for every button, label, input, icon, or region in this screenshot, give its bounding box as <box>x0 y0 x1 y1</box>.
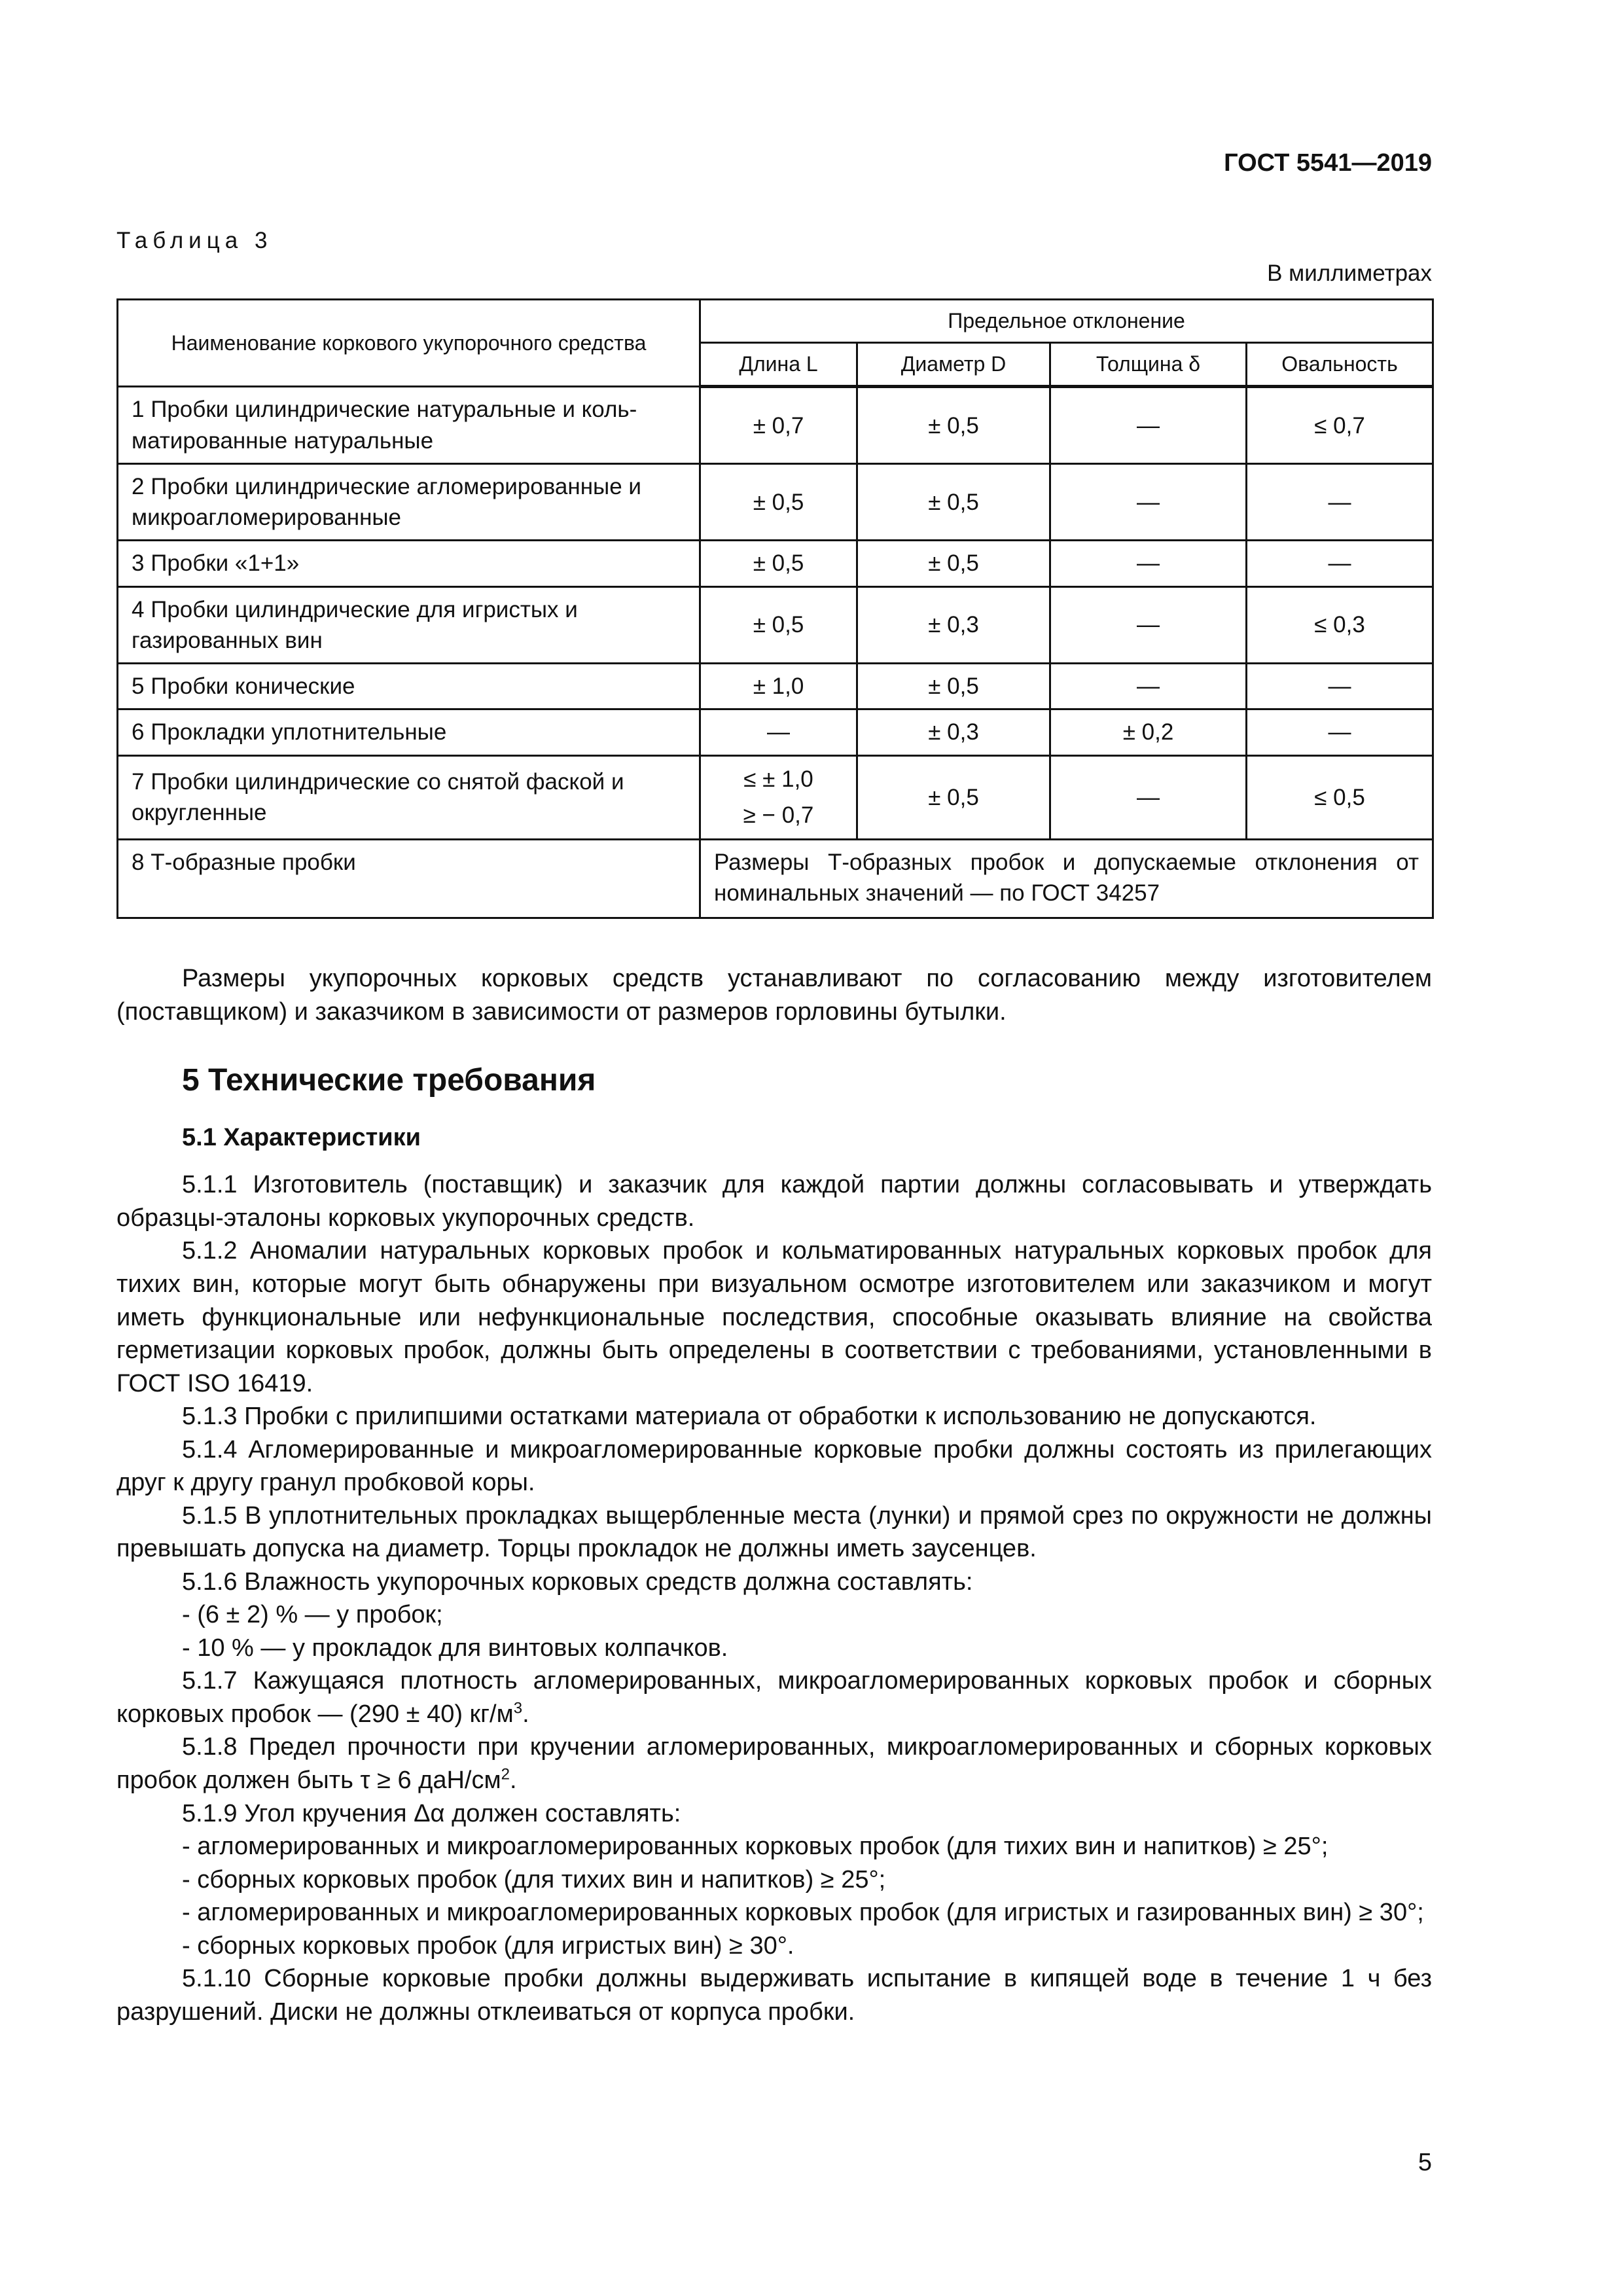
table-row <box>118 541 1433 586</box>
paragraph: 5.1.10 Сборные корковые пробки должны выдерживать испытание в кипящей воде в течение 1 ч без разрушений. Диски не должны отклеиваться от корпуса пробки. <box>116 1965 1432 2026</box>
cell-length: ± 0,5 <box>700 541 857 586</box>
cell-ovality: — <box>1247 709 1433 755</box>
cell-length: ± 0,5 <box>700 463 857 541</box>
paragraph <box>116 1731 1432 1797</box>
row-name: 3 Пробки «1+1» <box>118 541 700 586</box>
row-name: 6 Прокладки уплотнительные <box>118 709 700 755</box>
tolerance-table-container <box>116 298 1432 919</box>
cell-diameter: ± 0,5 <box>857 387 1050 464</box>
standard-code: ГОСТ 5541—2019 <box>1224 149 1432 177</box>
cell-diameter: ± 0,5 <box>857 755 1050 839</box>
table-row <box>118 586 1433 664</box>
paragraph: 5.1.3 Пробки с прилипшими остатками материала от обработки к использованию не допускаются. <box>182 1403 1317 1431</box>
column-header-name: Наименование коркового укупорочного средства <box>118 300 700 387</box>
cell-length: ± 0,7 <box>700 387 857 464</box>
list-item: - сборных корковых пробок (для игристых вин) ≥ 30°. <box>182 1931 794 1960</box>
cell-length-upper: ≤ ± 1,0 <box>743 766 813 792</box>
cell-diameter: ± 0,5 <box>857 541 1050 586</box>
paragraph: 5.1.4 Агломерированные и микроагломерированные корковые пробки должны состоять из прилегающих друг к другу гранул пробковой коры. <box>116 1435 1432 1497</box>
paragraph-end: . <box>522 1700 529 1728</box>
table-row <box>118 463 1433 541</box>
cell-thickness: — <box>1050 755 1247 839</box>
document-body <box>116 962 1432 2028</box>
cell-note: Размеры Т-образных пробок и допускаемые отклонения от номинальных значений — по ГОСТ 34257 <box>700 839 1433 918</box>
paragraph: 5.1.9 Угол кручения Δα должен составлять: <box>182 1799 681 1827</box>
cell-diameter: ± 0,3 <box>857 586 1050 664</box>
list-item: - сборных корковых пробок (для тихих вин и напитков) ≥ 25°; <box>182 1865 886 1893</box>
cell-thickness: — <box>1050 463 1247 541</box>
row-name: 5 Пробки конические <box>118 664 700 709</box>
paragraph: 5.1.6 Влажность укупорочных корковых средств должна составлять: <box>182 1568 973 1596</box>
table-caption: Таблица 3 <box>116 228 273 253</box>
cell-ovality: — <box>1247 664 1433 709</box>
table-row <box>118 387 1433 464</box>
cell-thickness: — <box>1050 387 1247 464</box>
column-header-diameter: Диаметр D <box>857 343 1050 387</box>
table-row <box>118 839 1433 918</box>
cell-ovality: — <box>1247 541 1433 586</box>
list-item: - агломерированных и микроагломерированных корковых пробок (для игристых и газированных вин) ≥ 30°; <box>182 1899 1424 1927</box>
paragraph-end: . <box>509 1766 517 1794</box>
paragraph: Размеры укупорочных корковых средств устанавливают по согласованию между изготовителем (поставщиком) и заказчиком в зависимости от размеров горловины бутылки. <box>116 965 1432 1026</box>
cell-diameter: ± 0,5 <box>857 664 1050 709</box>
cell-length: ± 1,0 <box>700 664 857 709</box>
section-title: 5 Технические требования <box>182 1063 596 1098</box>
cell-diameter: ± 0,3 <box>857 709 1050 755</box>
superscript: 2 <box>501 1765 510 1784</box>
cell-length <box>700 755 857 839</box>
cell-ovality: ≤ 0,5 <box>1247 755 1433 839</box>
list-item: - 10 % — у прокладок для винтовых колпачков. <box>182 1634 728 1662</box>
table-row <box>118 664 1433 709</box>
cell-length-lower: ≥ − 0,7 <box>743 802 814 829</box>
row-name: 8 Т-образные пробки <box>118 839 700 918</box>
cell-thickness: ± 0,2 <box>1050 709 1247 755</box>
table-units-note: В миллиметрах <box>1267 260 1432 286</box>
column-header-ovality: Овальность <box>1247 343 1433 387</box>
row-name: 1 Пробки цилиндрические натуральные и кольматированные натуральные <box>118 387 700 464</box>
cell-thickness: — <box>1050 541 1247 586</box>
column-header-length: Длина L <box>700 343 857 387</box>
cell-length: ± 0,5 <box>700 586 857 664</box>
cell-ovality: ≤ 0,7 <box>1247 387 1433 464</box>
row-name: 4 Пробки цилиндрические для игристых и газированных вин <box>118 586 700 664</box>
table-row <box>118 755 1433 839</box>
cell-thickness: — <box>1050 586 1247 664</box>
paragraph-text: 5.1.7 Кажущаяся плотность агломерированных, микроагломерированных корковых пробок и сборных корковых пробок — (290 ± 40) кг/м <box>116 1667 1432 1728</box>
cell-thickness: — <box>1050 664 1247 709</box>
column-header-thickness: Толщина δ <box>1050 343 1247 387</box>
subsection-title: 5.1 Характеристики <box>182 1123 421 1151</box>
table-row <box>118 709 1433 755</box>
row-name: 7 Пробки цилиндрические со снятой фаской и округленные <box>118 755 700 839</box>
cell-diameter: ± 0,5 <box>857 463 1050 541</box>
page-number: 5 <box>1418 2149 1432 2176</box>
superscript: 3 <box>513 1699 523 1717</box>
column-group-header-tolerance: Предельное отклонение <box>700 300 1433 343</box>
list-item: - (6 ± 2) % — у пробок; <box>182 1601 443 1629</box>
list-item: - агломерированных и микроагломерированных корковых пробок (для тихих вин и напитков) ≥ 25°; <box>182 1833 1329 1861</box>
cell-length: — <box>700 709 857 755</box>
paragraph: 5.1.5 В уплотнительных прокладках выщербленные места (лунки) и прямой срез по окружности не должны превышать допуска на диаметр. Торцы прокладок не должны иметь заусенцев. <box>116 1501 1432 1563</box>
tolerance-table <box>116 298 1434 919</box>
cell-ovality: — <box>1247 463 1433 541</box>
paragraph: 5.1.1 Изготовитель (поставщик) и заказчик для каждой партии должны согласовывать и утверждать образцы-эталоны корковых укупорочных средств. <box>116 1171 1432 1232</box>
paragraph: 5.1.2 Аномалии натуральных корковых пробок и кольматированных натуральных корковых пробок для тихих вин, которые могут быть обнаружены при визуальном осмотре изготовителем или заказчиком и могут иметь функциональные или нефункциональные последствия, способные оказывать влияние на свойства герметизации корковых пробок, должны быть определены в соответствии с требованиями, установленными в ГОСТ ISO 16419. <box>116 1237 1432 1397</box>
row-name: 2 Пробки цилиндрические агломерированные и микроагломерированные <box>118 463 700 541</box>
paragraph-text: 5.1.8 Предел прочности при кручении агломерированных, микроагломерированных и сборных корковых пробок должен быть τ ≥ 6 даН/см <box>116 1733 1432 1794</box>
paragraph <box>116 1664 1432 1731</box>
cell-ovality: ≤ 0,3 <box>1247 586 1433 664</box>
